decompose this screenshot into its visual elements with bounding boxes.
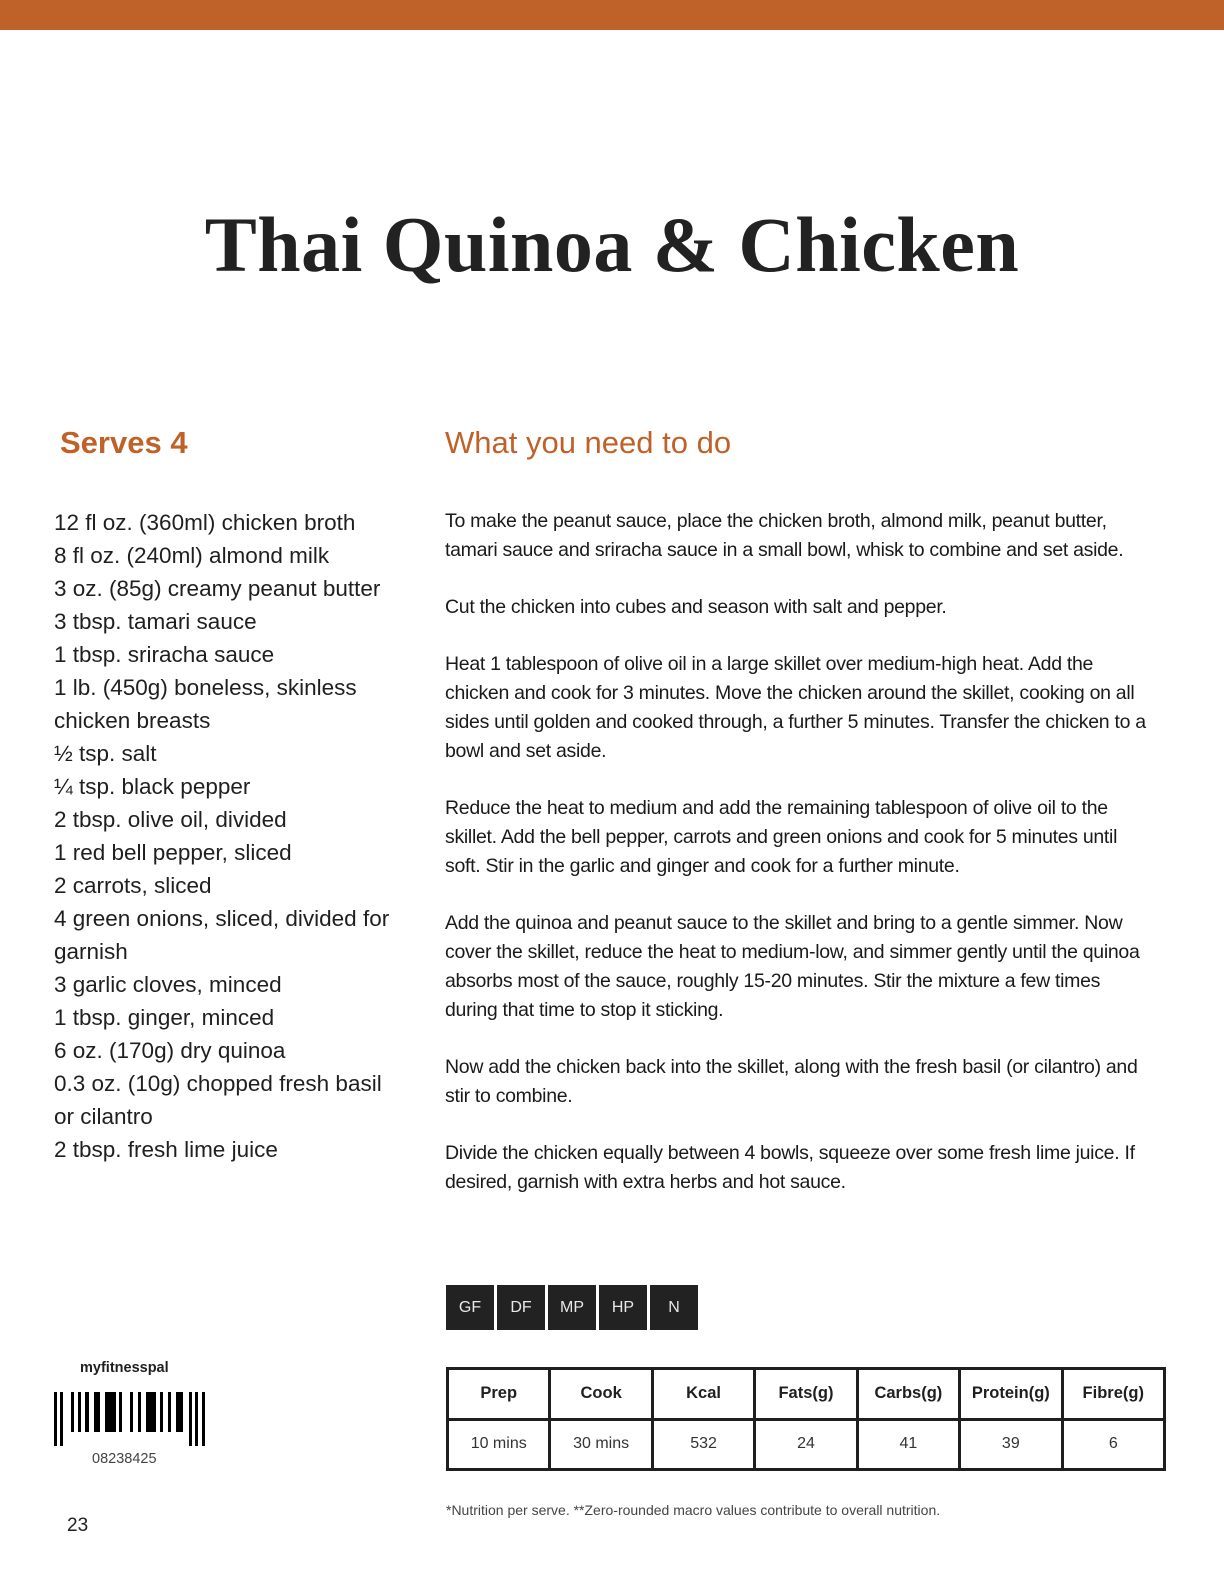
tag-gluten-free: GF <box>446 1285 494 1330</box>
header-prep: Prep <box>448 1369 550 1420</box>
top-accent-bar <box>0 0 1224 30</box>
nutrition-values-row <box>448 1419 1165 1470</box>
barcode-icon <box>54 1392 206 1446</box>
value-protein: 39 <box>960 1419 1062 1470</box>
ingredient-item: 6 oz. (170g) dry quinoa <box>54 1038 286 1063</box>
ingredient-item: 3 tbsp. tamari sauce <box>54 609 257 634</box>
method-step: Reduce the heat to medium and add the remaining tablespoon of olive oil to the skillet. Add the bell pepper, carrots and green onions and cook for 5 minutes until soft. Stir in the garlic and ginger and cook for a further minute. <box>445 797 1118 877</box>
tag-dairy-free: DF <box>497 1285 545 1330</box>
ingredient-item: 1 red bell pepper, sliced <box>54 840 292 865</box>
method-steps <box>445 507 1155 1225</box>
ingredient-item: 8 fl oz. (240ml) almond milk <box>54 543 330 568</box>
value-cook: 30 mins <box>550 1419 652 1470</box>
method-step: Divide the chicken equally between 4 bowls, squeeze over some fresh lime juice. If desired, garnish with extra herbs and hot sauce. <box>445 1142 1135 1193</box>
value-kcal: 532 <box>652 1419 754 1470</box>
method-step: Cut the chicken into cubes and season with salt and pepper. <box>445 596 947 618</box>
method-step: Add the quinoa and peanut sauce to the skillet and bring to a gentle simmer. Now cover the skillet, reduce the heat to medium-low, and simmer gently until the quinoa absorbs most of the sauce, roughly 15-20 minutes. Stir the mixture a few times during that time to stop it sticking. <box>445 912 1140 1021</box>
value-fats: 24 <box>755 1419 857 1470</box>
method-step: Heat 1 tablespoon of olive oil in a large skillet over medium-high heat. Add the chicken and cook for 3 minutes. Move the chicken around the skillet, cooking on all sides until golden and cooked through, a further 5 minutes. Transfer the chicken to a bowl and set aside. <box>445 653 1146 762</box>
method-step: Now add the chicken back into the skillet, along with the fresh basil (or cilantro) and stir to combine. <box>445 1056 1138 1107</box>
nutrition-table <box>446 1367 1166 1471</box>
ingredient-list <box>54 506 394 1166</box>
header-fats: Fats(g) <box>755 1369 857 1420</box>
value-fibre: 6 <box>1062 1419 1164 1470</box>
header-carbs: Carbs(g) <box>857 1369 959 1420</box>
ingredient-item: ¼ tsp. black pepper <box>54 774 251 799</box>
value-carbs: 41 <box>857 1419 959 1470</box>
serves-heading: Serves 4 <box>60 425 188 460</box>
ingredient-item: 4 green onions, sliced, divided for garnish <box>54 906 390 964</box>
header-fibre: Fibre(g) <box>1062 1369 1164 1420</box>
ingredient-item: 1 tbsp. sriracha sauce <box>54 642 275 667</box>
header-kcal: Kcal <box>652 1369 754 1420</box>
method-step: To make the peanut sauce, place the chicken broth, almond milk, peanut butter, tamari sauce and sriracha sauce in a small bowl, whisk to combine and set aside. <box>445 510 1124 561</box>
tag-meal-prep: MP <box>548 1285 596 1330</box>
barcode-brand: myfitnesspal <box>80 1360 169 1376</box>
ingredient-item: 0.3 oz. (10g) chopped fresh basil or cilantro <box>54 1071 382 1129</box>
nutrition-footnote: *Nutrition per serve. **Zero-rounded macro values contribute to overall nutrition. <box>446 1502 941 1518</box>
ingredient-item: 1 lb. (450g) boneless, skinless chicken breasts <box>54 675 357 733</box>
header-cook: Cook <box>550 1369 652 1420</box>
ingredient-item: 1 tbsp. ginger, minced <box>54 1005 275 1030</box>
barcode-number: 08238425 <box>92 1451 157 1467</box>
value-prep: 10 mins <box>448 1419 550 1470</box>
tag-high-protein: HP <box>599 1285 647 1330</box>
ingredient-item: 2 tbsp. olive oil, divided <box>54 807 287 832</box>
page-number: 23 <box>67 1515 89 1536</box>
tag-nuts: N <box>650 1285 698 1330</box>
ingredient-item: 3 oz. (85g) creamy peanut butter <box>54 576 381 601</box>
header-protein: Protein(g) <box>960 1369 1062 1420</box>
ingredient-item: 2 tbsp. fresh lime juice <box>54 1137 278 1162</box>
nutrition-header-row <box>448 1369 1165 1420</box>
ingredient-item: ½ tsp. salt <box>54 741 157 766</box>
method-heading: What you need to do <box>445 425 732 460</box>
diet-tags <box>446 1285 698 1330</box>
recipe-title: Thai Quinoa & Chicken <box>204 201 1020 288</box>
ingredient-item: 2 carrots, sliced <box>54 873 212 898</box>
ingredient-item: 12 fl oz. (360ml) chicken broth <box>54 510 356 535</box>
ingredient-item: 3 garlic cloves, minced <box>54 972 282 997</box>
